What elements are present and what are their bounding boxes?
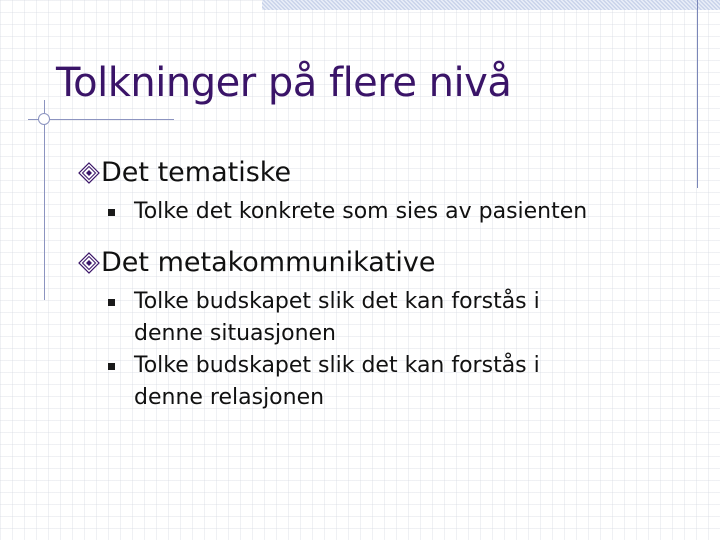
list-item-text: Tolke budskapet slik det kan forstås i denne situasjonen [134,289,540,346]
square-bullet-icon [108,363,115,370]
bullet-list [78,286,698,414]
crosshair-icon [38,113,50,125]
section-heading-metacommunicative [78,242,698,284]
diamond-bullet-icon [78,252,100,274]
diamond-bullet-icon [78,162,100,184]
list-item [108,286,698,350]
list-item [108,196,698,228]
bullet-list [78,196,698,228]
decorative-top-band [262,0,720,10]
decorative-left-rule [44,100,45,300]
square-bullet-icon [108,299,115,306]
list-item [108,350,698,414]
section-heading-label: Det tematiske [101,157,292,188]
slide-title: Tolkninger på flere nivå [56,60,512,106]
slide-body [78,152,698,428]
list-item-text: Tolke det konkrete som sies av pasienten [134,199,588,224]
list-item-text: Tolke budskapet slik det kan forstås i denne relasjonen [134,353,540,410]
section-heading-thematic [78,152,698,194]
section-heading-label: Det metakommunikative [101,247,436,278]
square-bullet-icon [108,209,115,216]
